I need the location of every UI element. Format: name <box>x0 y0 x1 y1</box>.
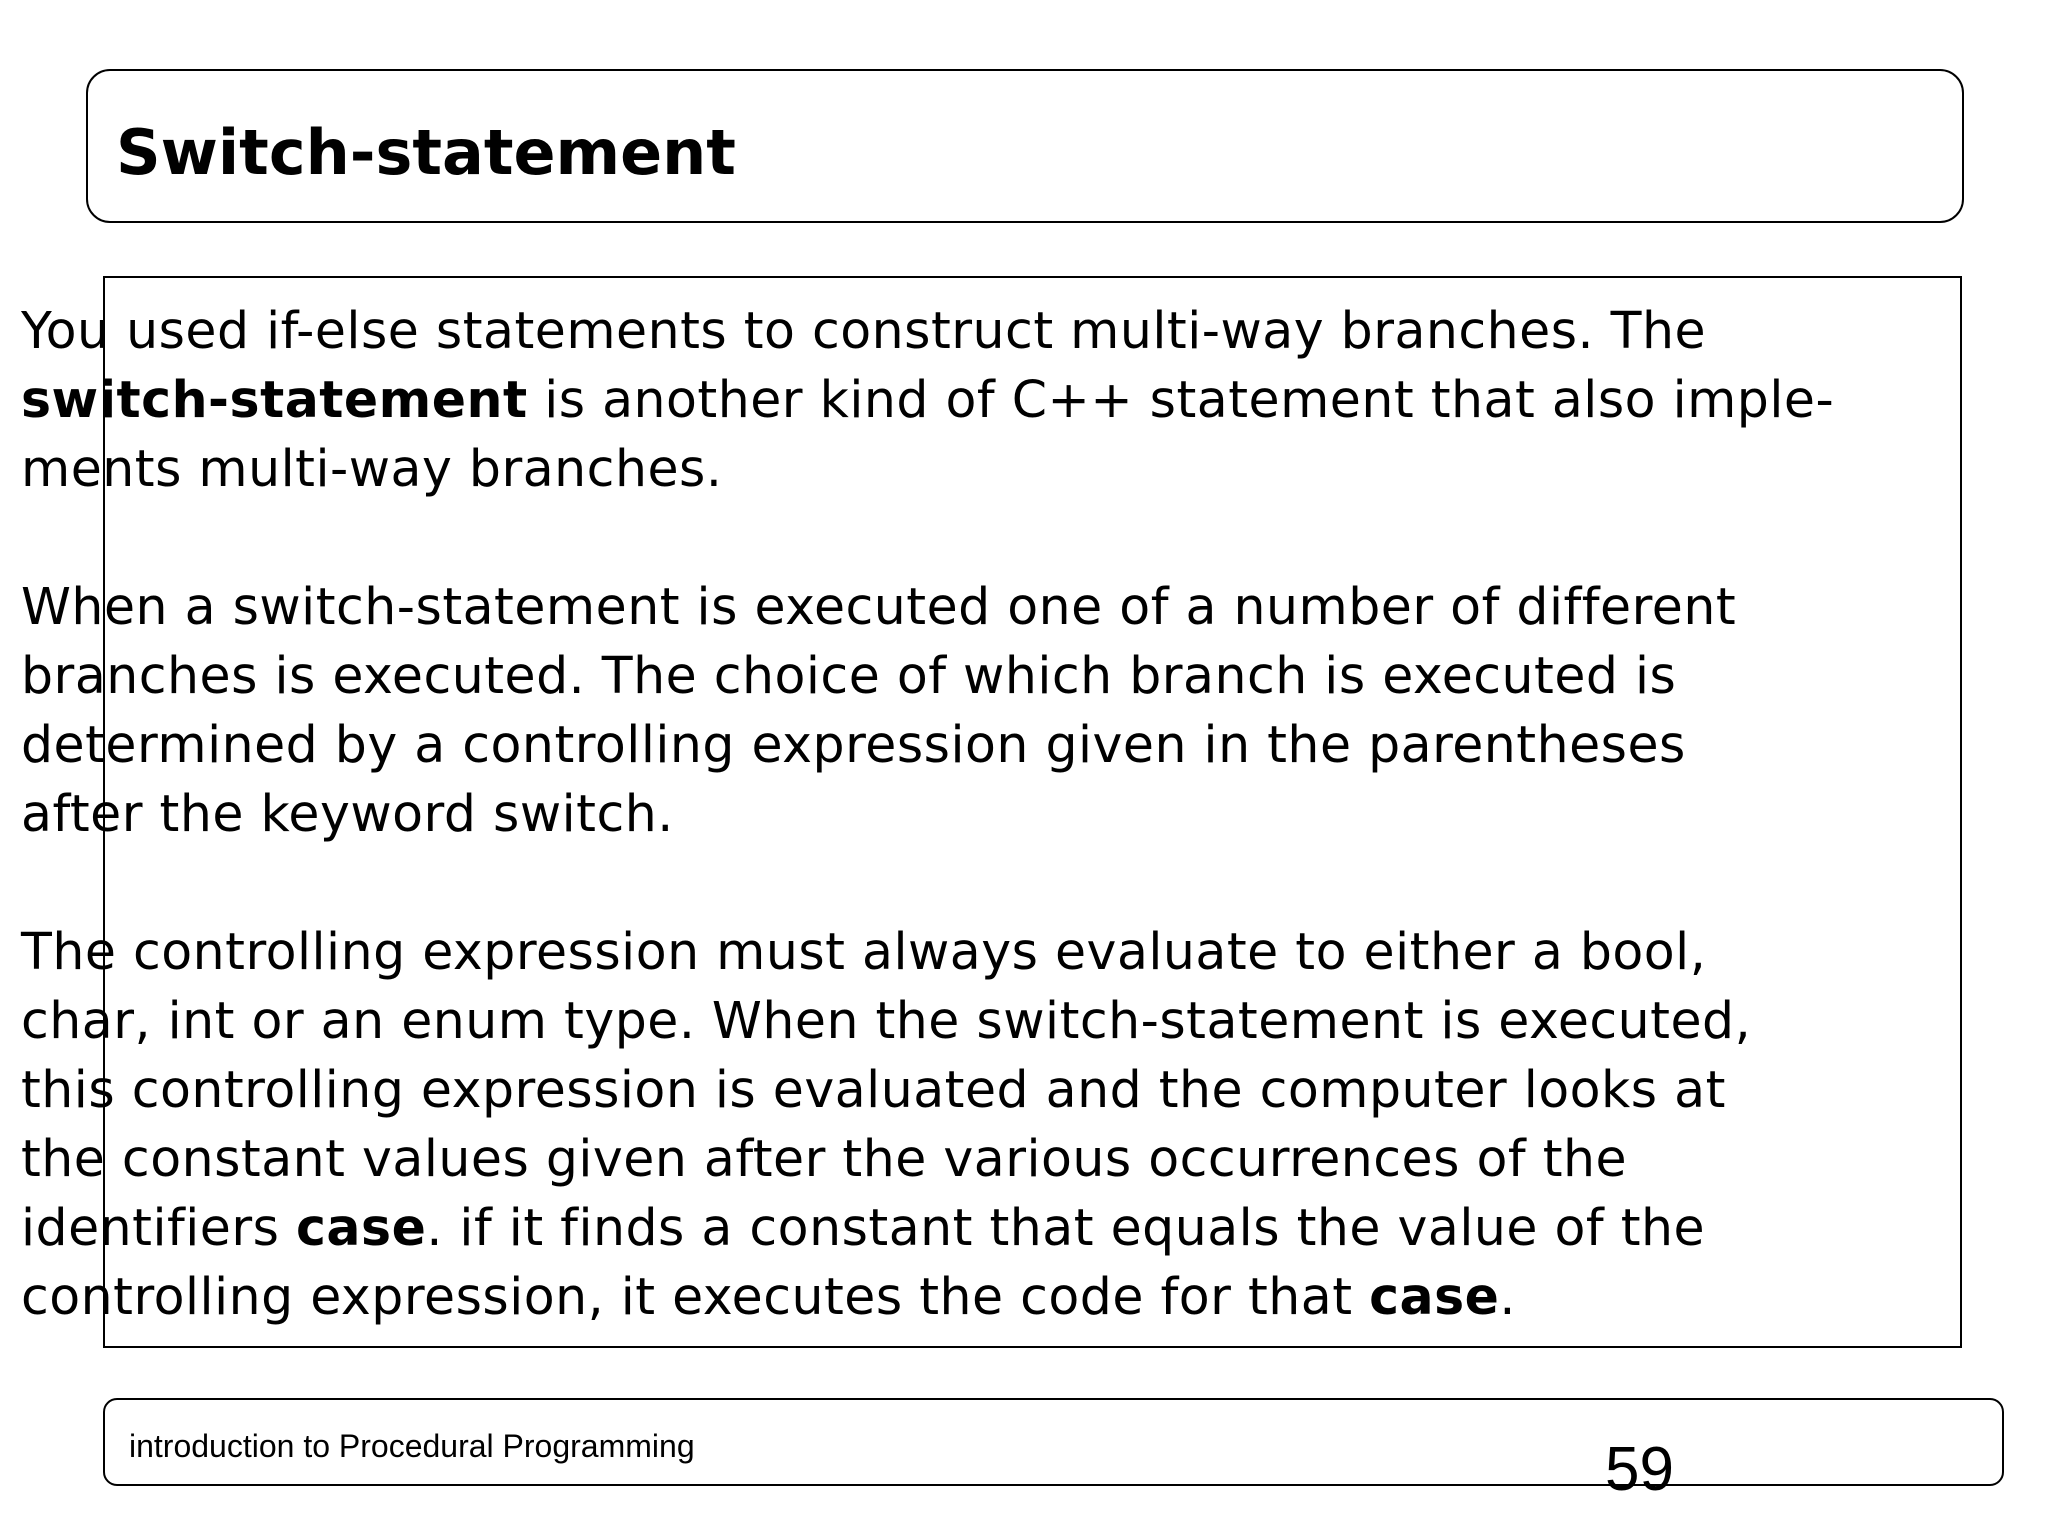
slide-title: Switch-statement <box>116 116 736 189</box>
text-run: The controlling expression must always evaluate to either a bool, <box>21 922 1707 981</box>
text-run: branches is executed. The choice of which branch is executed is <box>21 646 1677 705</box>
body-line <box>21 641 2011 710</box>
text-run: identifiers <box>21 1198 296 1257</box>
paragraph-gap <box>21 848 2011 917</box>
bold-keyword: case <box>296 1198 427 1257</box>
body-paragraph <box>21 917 2011 1331</box>
body-line <box>21 365 2011 434</box>
body-line <box>21 779 2011 848</box>
body-line <box>21 434 2011 503</box>
slide-body <box>21 296 2011 1331</box>
text-run: ments multi-way branches. <box>21 439 723 498</box>
text-run: after the keyword switch. <box>21 784 674 843</box>
body-line <box>21 296 2011 365</box>
text-run: When a switch-statement is executed one of a number of different <box>21 577 1737 636</box>
body-line <box>21 1124 2011 1193</box>
body-line <box>21 1262 2011 1331</box>
body-line <box>21 1055 2011 1124</box>
page-number: 59 <box>1605 1435 1674 1504</box>
text-run: You used if-else statements to construct multi-way branches. The <box>21 301 1707 360</box>
text-run: is another kind of C++ statement that also imple- <box>527 370 1835 429</box>
slide-title-box <box>86 69 1964 223</box>
body-paragraph <box>21 296 2011 503</box>
text-run: . <box>1499 1267 1516 1326</box>
slide-footer <box>103 1398 2004 1504</box>
body-paragraph <box>21 572 2011 848</box>
body-line <box>21 572 2011 641</box>
paragraph-gap <box>21 503 2011 572</box>
text-run: . if it finds a constant that equals the value of the <box>426 1198 1706 1257</box>
text-run: the constant values given after the various occurrences of the <box>21 1129 1628 1188</box>
body-line <box>21 986 2011 1055</box>
text-run: controlling expression, it executes the code for that <box>21 1267 1370 1326</box>
text-run: char, int or an enum type. When the switch-statement is executed, <box>21 991 1752 1050</box>
text-run: this controlling expression is evaluated and the computer looks at <box>21 1060 1726 1119</box>
body-line <box>21 1193 2011 1262</box>
bold-keyword: switch-statement <box>21 370 528 429</box>
footer-course-title: introduction to Procedural Programming <box>129 1428 695 1464</box>
body-line <box>21 917 2011 986</box>
bold-keyword: case <box>1369 1267 1500 1326</box>
text-run: determined by a controlling expression given in the parentheses <box>21 715 1686 774</box>
body-line <box>21 710 2011 779</box>
